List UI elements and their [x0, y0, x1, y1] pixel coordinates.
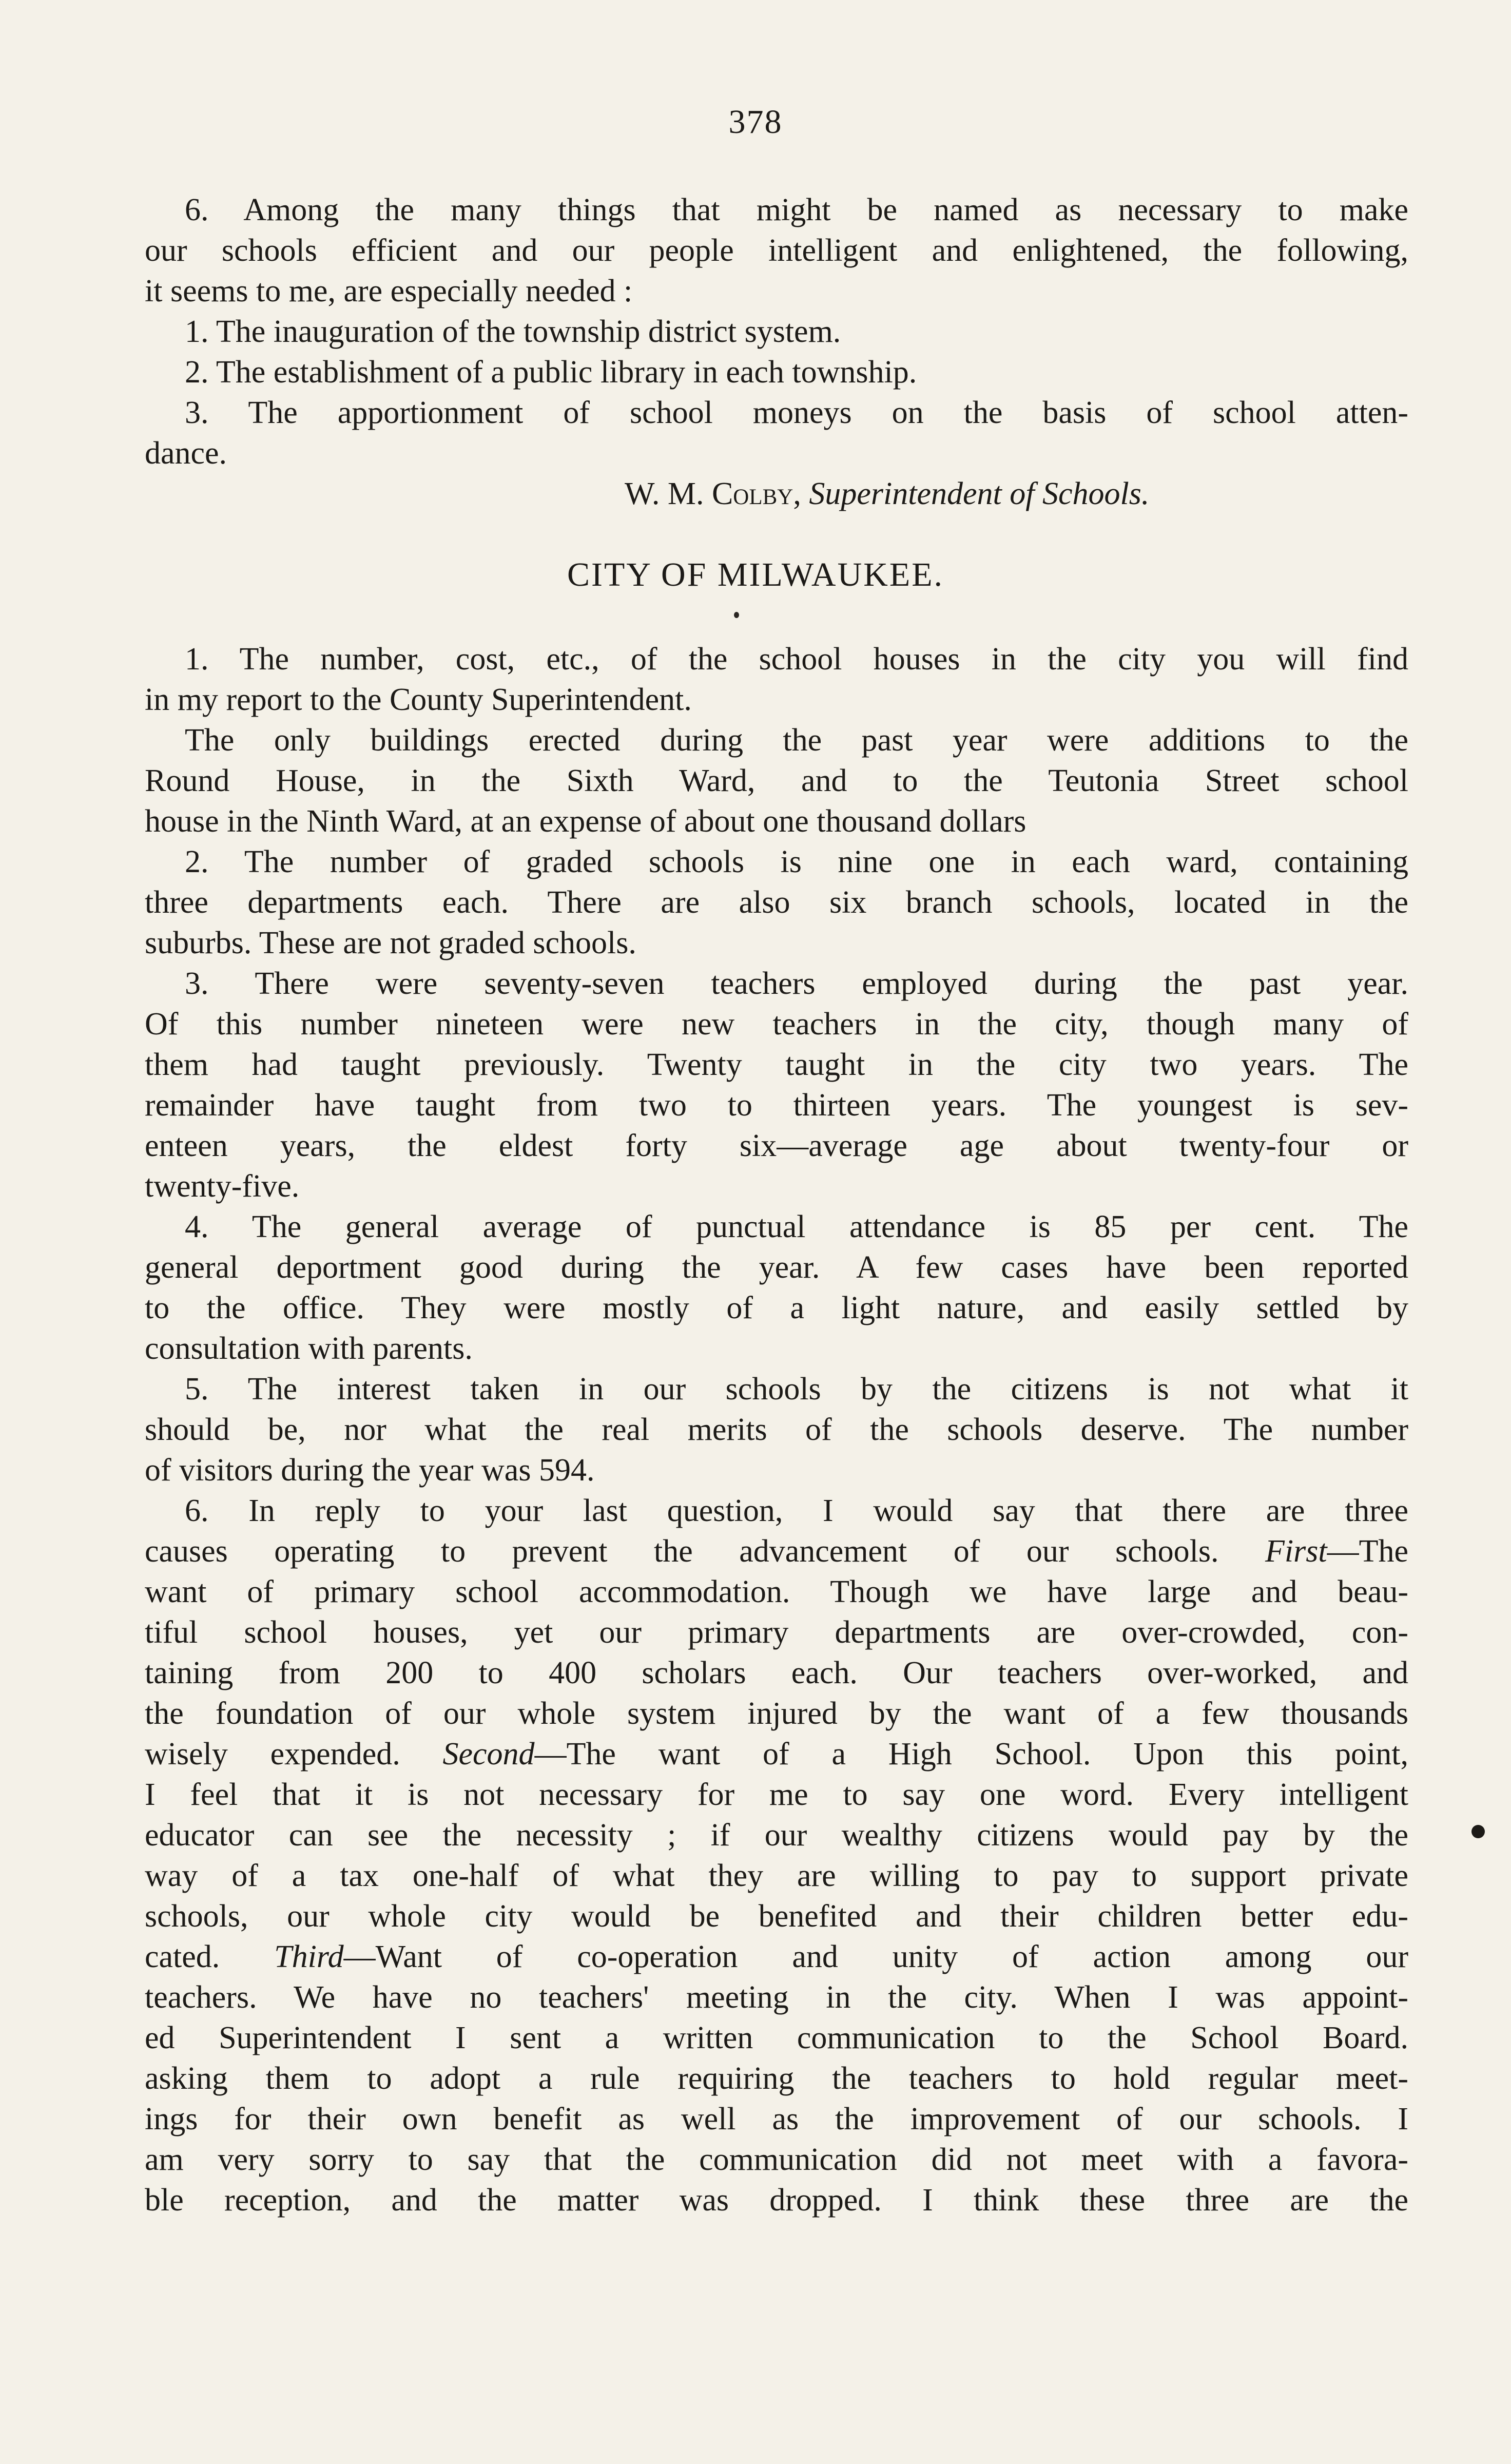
text-line: 6. Among the many things that might be named as necessary to make — [185, 192, 1408, 227]
text-line: 4. The general average of punctual attendance is 85 per cent. The — [185, 1209, 1408, 1244]
text-line: tiful school houses, yet our primary departments are over-crowded, con- — [145, 1615, 1408, 1650]
text-segment: causes operating to prevent the advancement of our schools. — [145, 1534, 1219, 1569]
list-item: 3. The apportionment of school moneys on the basis of school atten- — [185, 395, 1408, 430]
text-segment: cated. — [145, 1939, 220, 1974]
emphasis-third: Third — [274, 1939, 344, 1974]
list-item: 1. The inauguration of the township district system. — [185, 314, 841, 349]
text-line — [145, 1937, 1408, 1977]
text-line: way of a tax one-half of what they are willing to pay to support private — [145, 1858, 1408, 1893]
section-heading: CITY OF MILWAUKEE. — [567, 556, 944, 593]
text-line: three departments each. There are also six branch schools, located in the — [145, 885, 1408, 920]
text-line: our schools efficient and our people intelligent and enlightened, the following, — [145, 233, 1408, 268]
text-line: it seems to me, are especially needed : — [145, 274, 633, 309]
text-line: in my report to the County Superintendent. — [145, 682, 692, 717]
text-line: taining from 200 to 400 scholars each. Our teachers over-worked, and — [145, 1656, 1408, 1690]
page-number: 378 — [728, 103, 783, 141]
text-line: 5. The interest taken in our schools by the citizens is not what it — [185, 1372, 1408, 1407]
text-line: ed Superintendent I sent a written communication to the School Board. — [145, 2020, 1408, 2055]
milwaukee-report-section — [145, 639, 1408, 2221]
colby-report-section — [145, 190, 1408, 514]
list-item: 2. The establishment of a public library in each township. — [185, 355, 917, 390]
text-line: of visitors during the year was 594. — [145, 1453, 595, 1488]
text-line: suburbs. These are not graded schools. — [145, 926, 636, 960]
text-segment: —The — [1327, 1534, 1408, 1569]
text-line: educator can see the necessity ; if our wealthy citizens would pay by the — [145, 1818, 1408, 1853]
text-line — [145, 1531, 1408, 1572]
text-line: Of this number nineteen were new teachers in the city, though many of — [145, 1007, 1408, 1042]
text-line: 2. The number of graded schools is nine one in each ward, containing — [185, 844, 1408, 879]
text-line: schools, our whole city would be benefited and their children better edu- — [145, 1899, 1408, 1934]
text-line: house in the Ninth Ward, at an expense of about one thousand dollars — [145, 804, 1026, 839]
emphasis-first: First — [1265, 1534, 1327, 1569]
signature-title: Superintendent of Schools. — [809, 476, 1150, 511]
text-segment: —The want of a High School. Upon this point, — [534, 1737, 1408, 1772]
text-line: remainder have taught from two to thirteen years. The youngest is sev- — [145, 1088, 1408, 1123]
margin-ink-dot — [1471, 1825, 1485, 1838]
text-line: ings for their own benefit as well as the improvement of our schools. I — [145, 2102, 1408, 2136]
text-line: 3. There were seventy-seven teachers employed during the past year. — [185, 966, 1408, 1001]
text-line: consultation with parents. — [145, 1331, 473, 1366]
text-line: twenty-five. — [145, 1169, 300, 1204]
text-line: The only buildings erected during the past year were additions to the — [185, 723, 1408, 758]
text-line: am very sorry to say that the communication did not meet with a favora- — [145, 2142, 1408, 2177]
text-line: the foundation of our whole system injured by the want of a few thousands — [145, 1696, 1408, 1731]
text-line: 1. The number, cost, etc., of the school houses in the city you will find — [185, 642, 1408, 677]
text-line: I feel that it is not necessary for me to say one word. Every intelligent — [145, 1777, 1408, 1812]
text-line: ble reception, and the matter was dropped. I think these three are the — [145, 2183, 1408, 2218]
text-line: them had taught previously. Twenty taught in the city two years. The — [145, 1047, 1408, 1082]
text-line: 6. In reply to your last question, I would say that there are three — [185, 1493, 1408, 1528]
text-line: general deportment good during the year. A few cases have been reported — [145, 1250, 1408, 1285]
emphasis-second: Second — [442, 1737, 535, 1772]
text-segment: —Want of co-operation and unity of action among our — [343, 1939, 1408, 1974]
print-mark — [734, 612, 739, 618]
signature — [145, 474, 1408, 514]
text-line: to the office. They were mostly of a light nature, and easily settled by — [145, 1291, 1408, 1325]
text-line: dance. — [145, 436, 227, 471]
text-line: should be, nor what the real merits of the schools deserve. The number — [145, 1412, 1408, 1447]
text-segment: wisely expended. — [145, 1737, 400, 1772]
text-line: Round House, in the Sixth Ward, and to the Teutonia Street school — [145, 763, 1408, 798]
text-line — [145, 1734, 1408, 1775]
text-line: want of primary school accommodation. Though we have large and beau- — [145, 1574, 1408, 1609]
text-line: asking them to adopt a rule requiring the teachers to hold regular meet- — [145, 2061, 1408, 2096]
text-line: enteen years, the eldest forty six—average age about twenty-four or — [145, 1128, 1408, 1163]
text-line: teachers. We have no teachers' meeting in the city. When I was appoint- — [145, 1980, 1408, 2015]
signature-name: W. M. Colby, — [625, 476, 801, 511]
